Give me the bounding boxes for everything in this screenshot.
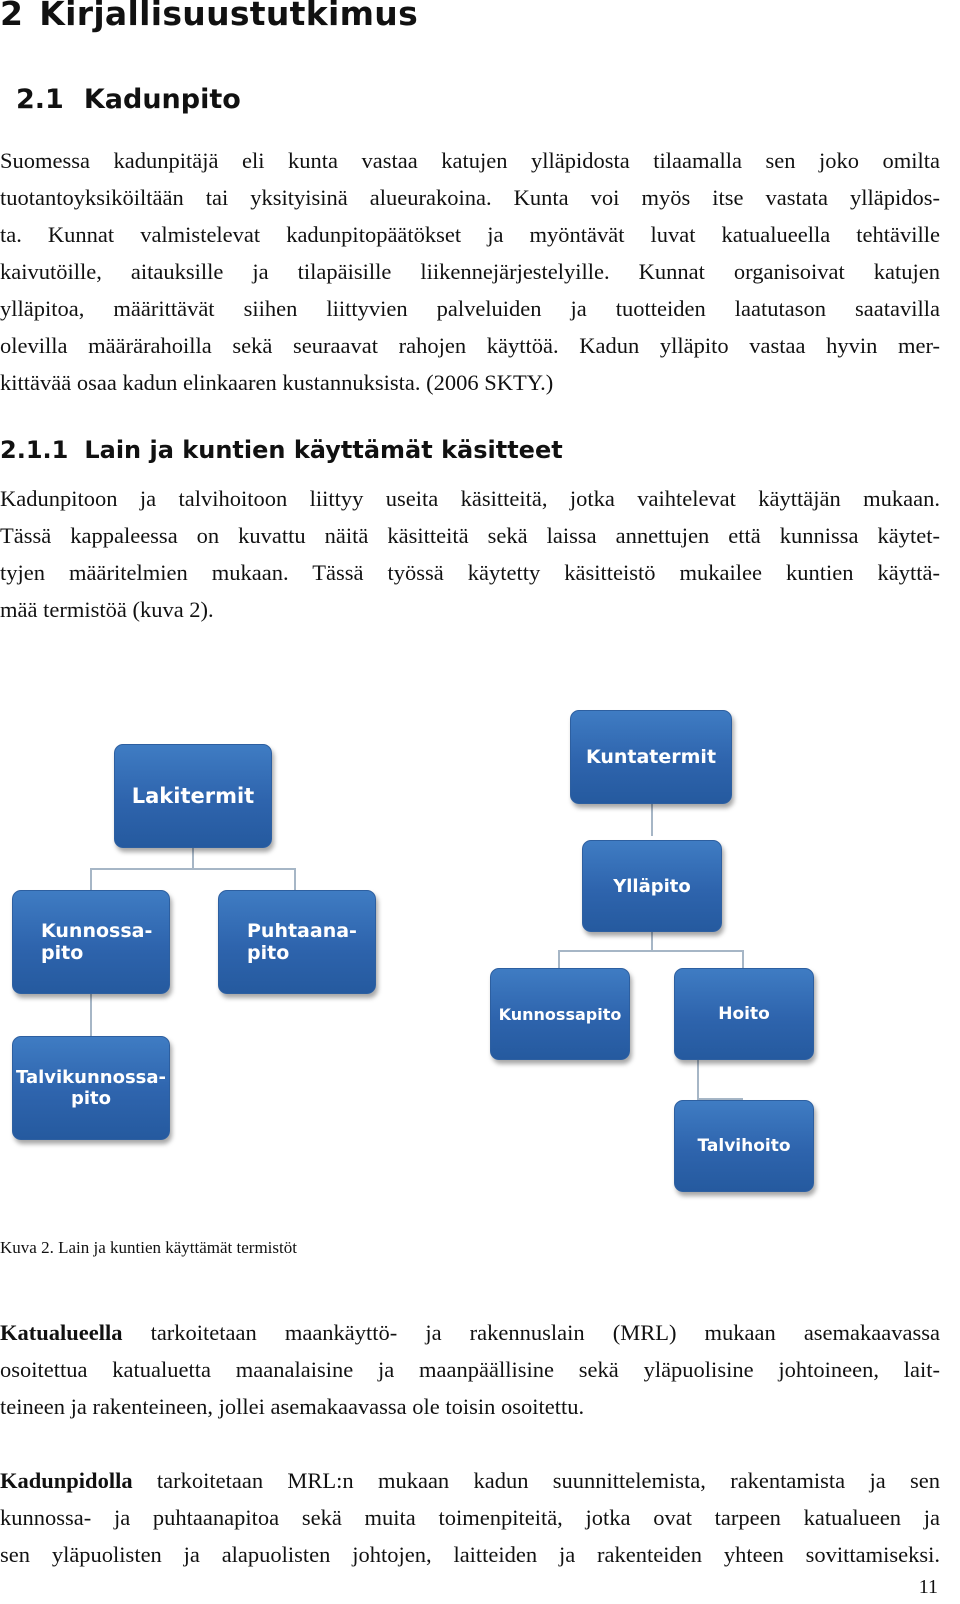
- paragraph-4-line: [0, 1462, 940, 1499]
- paragraph-1-line: tuotantoyksiköiltään tai yksityisinä alueurakoina. Kunta voi myös itse vastata ylläpidos-: [0, 185, 940, 210]
- heading-3: [0, 436, 563, 464]
- connector: [90, 868, 92, 890]
- page-number: 11: [918, 1576, 938, 1598]
- diagram-box-label: Lakitermit: [131, 784, 255, 808]
- paragraph-1-line: kittävää osaa kadun elinkaaren kustannuksista. (2006 SKTY.): [0, 370, 554, 395]
- paragraph-1-line: Suomessa kadunpitäjä eli kunta vastaa katujen ylläpidosta tilaamalla sen joko omilta: [0, 148, 940, 173]
- paragraph-3-line: osoitettua katualuetta maanalaisine ja maanpäällisine sekä yläpuolisine johtoineen, lait-: [0, 1357, 940, 1382]
- connector: [558, 950, 744, 952]
- heading-3-number: 2.1.1: [0, 436, 69, 464]
- paragraph-4-text: tarkoitetaan MRL:n mukaan kadun suunnittelemista, rakentamista ja sen: [132, 1468, 940, 1493]
- diagram-box-label: Puhtaana- pito: [247, 920, 357, 964]
- diagram-box-label: Kuntatermit: [585, 746, 717, 768]
- diagram-box-label: Ylläpito: [613, 875, 691, 897]
- paragraph-1-line: olevilla määrärahoilla sekä seuraavat rahojen käyttöä. Kadun ylläpito vastaa hyvin mer-: [0, 333, 940, 358]
- diagram-box-talvihoito: [674, 1100, 814, 1192]
- diagram-box-lakitermit: [114, 744, 272, 848]
- diagram-box-label: Talvihoito: [697, 1136, 791, 1156]
- paragraph-1-line: ylläpitoa, määrittävät siihen liittyvien palveluiden ja tuotteiden laatutason saatavilla: [0, 296, 940, 321]
- paragraph-4: [0, 1462, 940, 1573]
- diagram-box-label: Hoito: [718, 1004, 770, 1024]
- diagram-box-puhtaanapito: [218, 890, 376, 994]
- paragraph-2-line: Kadunpitoon ja talvihoitoon liittyy useita käsitteitä, jotka vaihtelevat käyttäjän mukaan.: [0, 486, 940, 511]
- paragraph-1-line: kaivutöille, aitauksille ja tilapäisille liikennejärjestelyille. Kunnat organisoivat katujen: [0, 259, 940, 284]
- connector: [558, 950, 560, 968]
- heading-1-number: 2: [0, 0, 24, 33]
- terminology-diagram: [0, 690, 960, 1190]
- paragraph-3-line: teineen ja rakenteineen, jollei asemakaavassa ole toisin osoitettu.: [0, 1394, 585, 1419]
- paragraph-3-term: Katualueella: [0, 1320, 123, 1345]
- paragraph-1: [0, 142, 940, 401]
- paragraph-1-line: ta. Kunnat valmistelevat kadunpitopäätökset ja myöntävät luvat katualueella tehtäville: [0, 222, 940, 247]
- heading-2-text: Kadunpito: [83, 84, 241, 115]
- figure-caption: Kuva 2. Lain ja kuntien käyttämät termistöt: [0, 1238, 297, 1257]
- heading-3-text: Lain ja kuntien käyttämät käsitteet: [84, 436, 563, 464]
- paragraph-2-line: mää termistöä (kuva 2).: [0, 597, 214, 622]
- diagram-box-label: Kunnossapito: [498, 1004, 622, 1024]
- paragraph-4-line: kunnossa- ja puhtaanapitoa sekä muita toimenpiteitä, jotka ovat tarpeen katualueen ja: [0, 1505, 940, 1530]
- connector: [90, 868, 296, 870]
- diagram-box-hoito: [674, 968, 814, 1060]
- diagram-box-kunnossapito: [12, 890, 170, 994]
- connector: [742, 950, 744, 968]
- paragraph-2: [0, 480, 940, 628]
- diagram-box-yllapito: [582, 840, 722, 932]
- diagram-box-label: Talvikunnossa- pito: [15, 1067, 166, 1109]
- paragraph-2-line: tyjen määritelmien mukaan. Tässä työssä käytetty käsitteistö mukailee kuntien käyttä-: [0, 560, 940, 585]
- heading-1: [0, 0, 418, 33]
- heading-1-text: Kirjallisuustutkimus: [39, 0, 419, 33]
- paragraph-4-term: Kadunpidolla: [0, 1468, 133, 1493]
- paragraph-3-line: [0, 1314, 940, 1351]
- diagram-box-kunnossapito-kunta: [490, 968, 630, 1060]
- diagram-box-label: Kunnossa- pito: [41, 920, 153, 964]
- diagram-box-talvikunnossapito: [12, 1036, 170, 1140]
- paragraph-3: [0, 1314, 940, 1425]
- heading-2-number: 2.1: [16, 84, 64, 115]
- paragraph-4-line: sen yläpuolisten ja alapuolisten johtojen, laitteiden ja rakenteiden yhteen sovittamiseksi.: [0, 1542, 940, 1567]
- heading-2: [16, 84, 241, 115]
- paragraph-3-text: tarkoitetaan maankäyttö- ja rakennuslain (MRL) mukaan asemakaavassa: [122, 1320, 940, 1345]
- paragraph-2-line: Tässä kappaleessa on kuvattu näitä käsitteitä sekä laissa annettujen että kunnissa käytet-: [0, 523, 940, 548]
- diagram-box-kuntatermit: [570, 710, 732, 804]
- connector: [294, 868, 296, 890]
- connector: [697, 1060, 699, 1100]
